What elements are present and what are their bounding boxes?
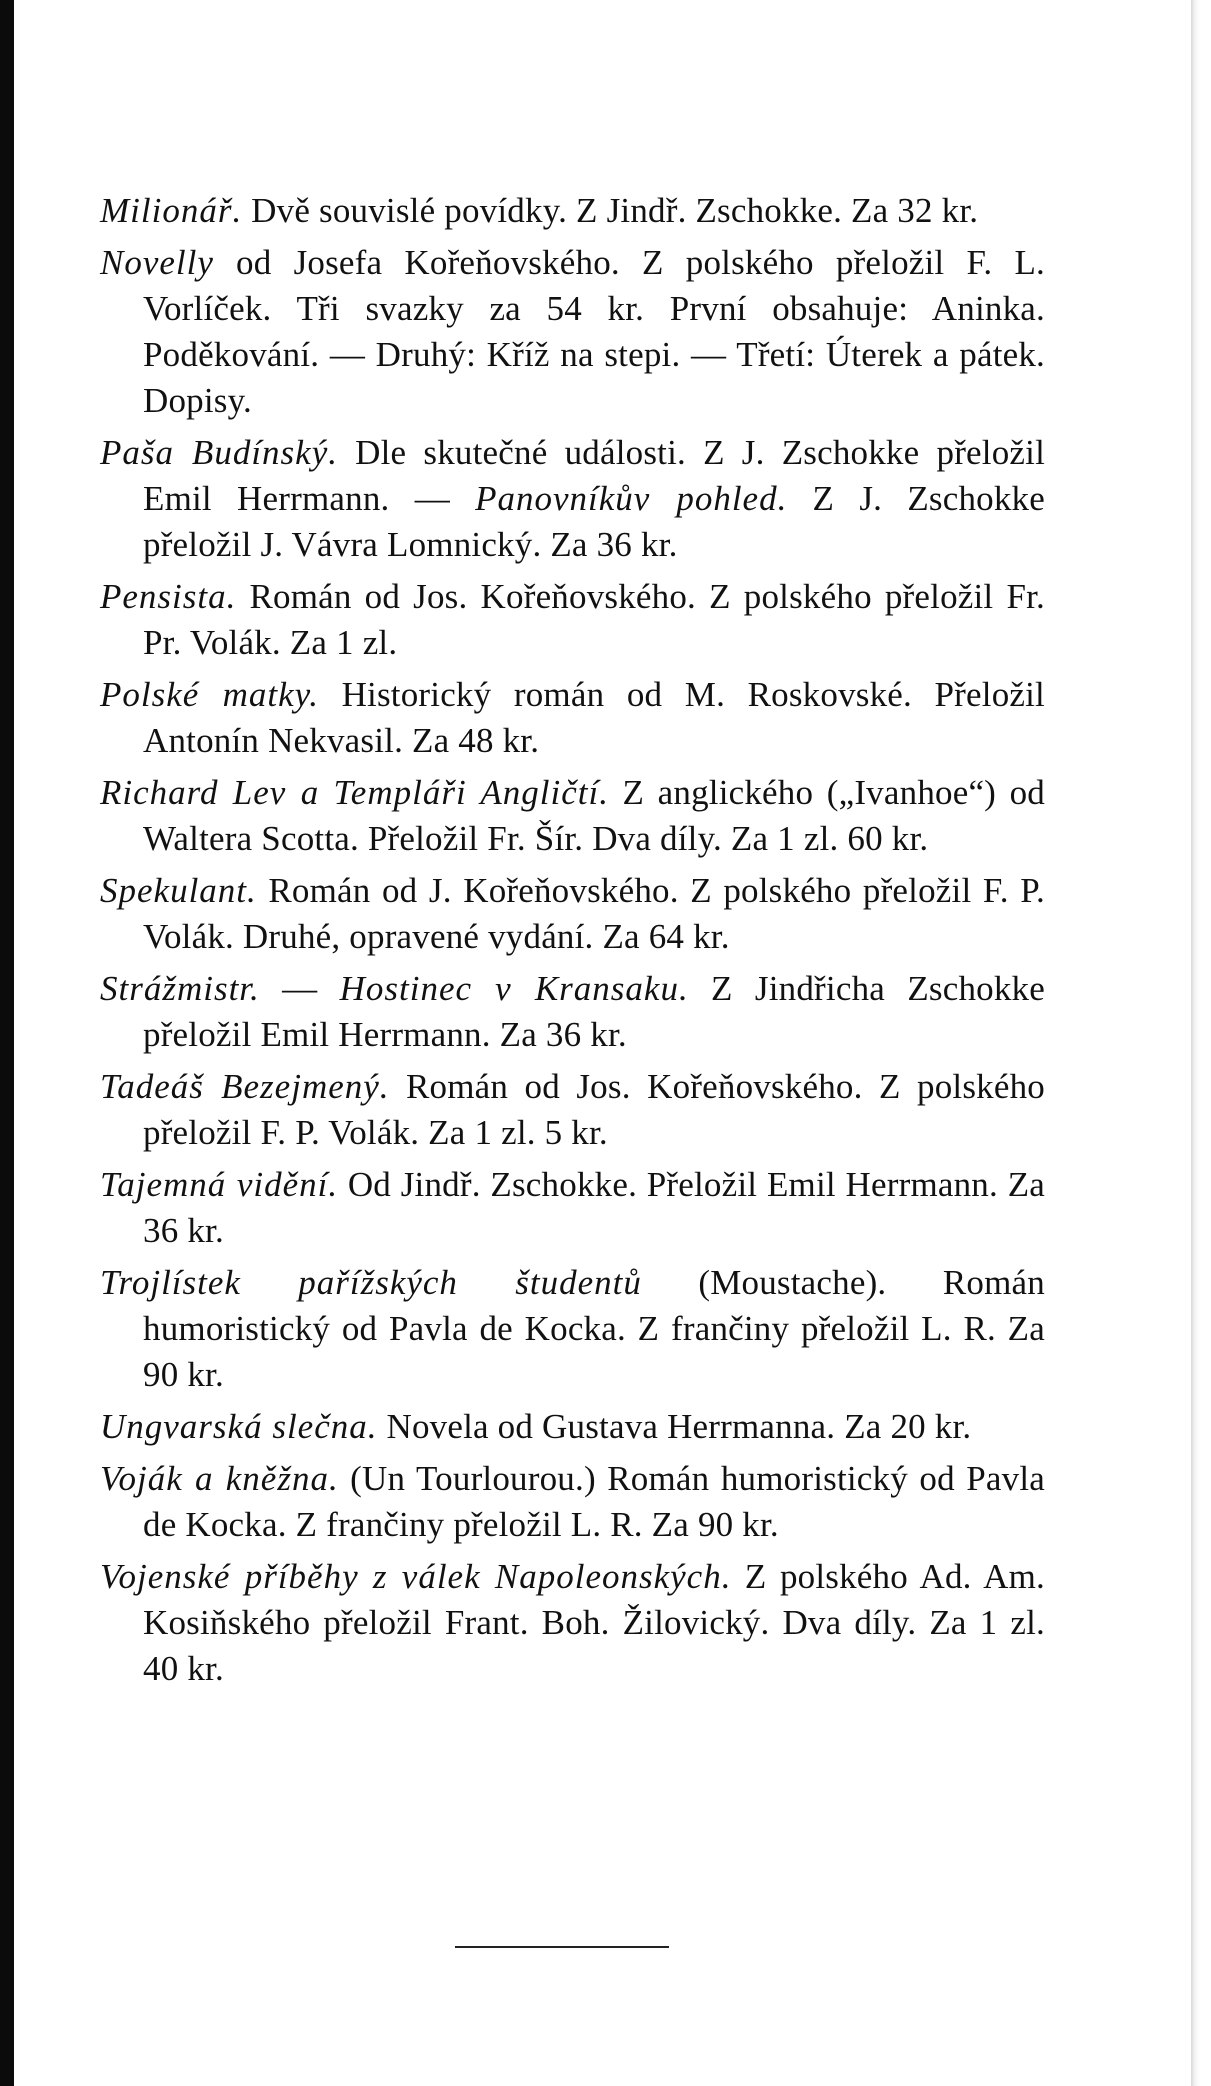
entry-text: Z polského Ad. Am. Kosiňského přeložil Frant. Boh. Žilovický. Dva díly. Za 1 zl. 40 kr. bbox=[143, 1557, 1045, 1688]
entry-title: Polské matky. bbox=[100, 675, 320, 714]
entry-title: Vojenské příběhy z válek Napoleonských. bbox=[100, 1557, 732, 1596]
entry-title: Pensista. bbox=[100, 577, 237, 616]
entry-title: Spekulant. bbox=[100, 871, 257, 910]
entry-title: Trojlístek pařížských študentů bbox=[100, 1263, 642, 1302]
entry-text: Román od Jos. Kořeňovského. Z polského přeložil F. P. Volák. Za 1 zl. 5 kr. bbox=[143, 1067, 1046, 1152]
entry-text: Z anglického („Ivanhoe“) od Waltera Scotta. Přeložil Fr. Šír. Dva díly. Za 1 zl. 60 kr. bbox=[143, 773, 1045, 858]
entry-title: Tajemná vidění. bbox=[100, 1165, 339, 1204]
catalog-entry-vojak-a-knezna bbox=[100, 1456, 1045, 1548]
entry-text: od Josefa Kořeňovského. Z polského přeložil F. L. Vorlíček. Tři svazky za 54 kr. První obsahuje: Aninka. Poděkování. — Druhý: Kříž na stepi. — Třetí: Úterek a pátek. Dopisy. bbox=[143, 243, 1045, 420]
entry-text: Román od J. Kořeňovského. Z polského přeložil F. P. Volák. Druhé, opravené vydání. Za 64 kr. bbox=[143, 871, 1045, 956]
entry-text: (Un Tourlourou.) Román humoristický od Pavla de Kocka. Z frančiny přeložil L. R. Za 90 kr. bbox=[143, 1459, 1045, 1544]
catalog-list bbox=[100, 188, 1045, 1698]
entry-title: Strážmistr. bbox=[100, 969, 260, 1008]
entry-title: Richard Lev a Templáři Angličtí. bbox=[100, 773, 609, 812]
entry-text-continued: Z Jindřicha Zschokke přeložil Emil Herrmann. Za 36 kr. bbox=[143, 969, 1045, 1054]
catalog-entry-pasa-budinsky bbox=[100, 430, 1045, 568]
page-edge-right bbox=[1191, 0, 1211, 2086]
entry-title: Tadeáš Bezejmený. bbox=[100, 1067, 390, 1106]
entry-text-continued: Z J. Zschokke přeložil J. Vávra Lomnický. Za 36 kr. bbox=[143, 479, 1045, 564]
entry-subtitle: Panovníkův pohled. bbox=[475, 479, 788, 518]
entry-text: Román od Jos. Kořeňovského. Z polského přeložil Fr. Pr. Volák. Za 1 zl. bbox=[143, 577, 1045, 662]
catalog-entry-polske-matky bbox=[100, 672, 1045, 764]
closing-rule bbox=[455, 1946, 669, 1948]
entry-text: Od Jindř. Zschokke. Přeložil Emil Herrmann. Za 36 kr. bbox=[143, 1165, 1046, 1250]
catalog-entry-tajemna-videni bbox=[100, 1162, 1045, 1254]
catalog-entry-milionar bbox=[100, 188, 1045, 234]
entry-title: Ungvarská slečna. bbox=[100, 1407, 378, 1446]
catalog-entry-spekulant bbox=[100, 868, 1045, 960]
entry-title: Novelly bbox=[100, 243, 214, 282]
entry-text: Novela od Gustava Herrmanna. Za 20 kr. bbox=[377, 1407, 972, 1446]
catalog-entry-pensista bbox=[100, 574, 1045, 666]
entry-text: — bbox=[259, 969, 340, 1008]
entry-title: Milionář. bbox=[100, 191, 243, 230]
entry-text: Dle skutečné události. Z J. Zschokke přeložil Emil Herrmann. — bbox=[143, 433, 1045, 518]
catalog-entry-tadeas-bezejmeny bbox=[100, 1064, 1045, 1156]
catalog-entry-novelly bbox=[100, 240, 1045, 424]
catalog-entry-trojlistek bbox=[100, 1260, 1045, 1398]
entry-text: (Moustache). Román humoristický od Pavla de Kocka. Z frančiny přeložil L. R. Za 90 kr. bbox=[143, 1263, 1045, 1394]
catalog-entry-richard-lev bbox=[100, 770, 1045, 862]
entry-text: Historický román od M. Roskovské. Přeložil Antonín Nekvasil. Za 48 kr. bbox=[143, 675, 1045, 760]
catalog-entry-vojenske-pribehy bbox=[100, 1554, 1045, 1692]
catalog-entry-strazmistr bbox=[100, 966, 1045, 1058]
catalog-entry-ungvarska-slecna bbox=[100, 1404, 1045, 1450]
entry-subtitle: Hostinec v Kransaku. bbox=[339, 969, 689, 1008]
entry-title: Paša Budínský. bbox=[100, 433, 338, 472]
entry-title: Voják a kněžna. bbox=[100, 1459, 339, 1498]
page-edge-left bbox=[0, 0, 14, 2086]
entry-text: Dvě souvislé povídky. Z Jindř. Zschokke. Za 32 kr. bbox=[242, 191, 979, 230]
